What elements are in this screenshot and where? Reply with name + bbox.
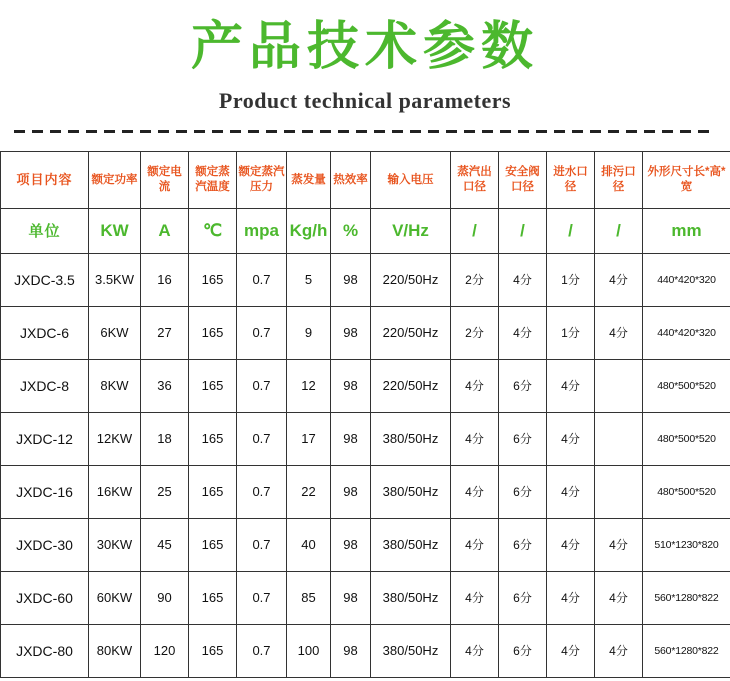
- cell-power: 16KW: [89, 465, 141, 518]
- table-row: [1, 518, 730, 571]
- cell-evaporation: 40: [287, 518, 331, 571]
- cell-water-inlet: 4分: [547, 465, 595, 518]
- header-cell-water-inlet: 进水口径: [547, 151, 595, 208]
- cell-efficiency: 98: [331, 518, 371, 571]
- cell-current: 36: [141, 359, 189, 412]
- cell-drain-outlet: 4分: [595, 624, 643, 677]
- cell-model: JXDC-12: [1, 412, 89, 465]
- cell-dimensions: 440*420*320: [643, 253, 730, 306]
- cell-temp: 165: [189, 571, 237, 624]
- cell-current: 90: [141, 571, 189, 624]
- cell-safety-valve: 4分: [499, 306, 547, 359]
- header-cell-drain-outlet: 排污口径: [595, 151, 643, 208]
- unit-cell-safety-valve: /: [499, 208, 547, 253]
- cell-drain-outlet: 4分: [595, 518, 643, 571]
- unit-cell-dimensions: mm: [643, 208, 730, 253]
- cell-current: 27: [141, 306, 189, 359]
- header-cell-steam-pressure: 额定蒸汽压力: [237, 151, 287, 208]
- cell-safety-valve: 6分: [499, 412, 547, 465]
- cell-efficiency: 98: [331, 359, 371, 412]
- cell-evaporation: 12: [287, 359, 331, 412]
- cell-steam-outlet: 2分: [451, 306, 499, 359]
- cell-pressure: 0.7: [237, 571, 287, 624]
- unit-cell-pressure: mpa: [237, 208, 287, 253]
- unit-cell-evaporation: Kg/h: [287, 208, 331, 253]
- unit-cell-current: A: [141, 208, 189, 253]
- header-cell-item: 项目内容: [1, 151, 89, 208]
- cell-voltage: 220/50Hz: [371, 253, 451, 306]
- cell-steam-outlet: 4分: [451, 359, 499, 412]
- cell-water-inlet: 1分: [547, 306, 595, 359]
- cell-power: 60KW: [89, 571, 141, 624]
- cell-efficiency: 98: [331, 465, 371, 518]
- table-header-row-names: [1, 151, 730, 208]
- cell-voltage: 220/50Hz: [371, 359, 451, 412]
- table-header-row-units: [1, 208, 730, 253]
- cell-evaporation: 22: [287, 465, 331, 518]
- cell-current: 25: [141, 465, 189, 518]
- cell-dimensions: 440*420*320: [643, 306, 730, 359]
- cell-pressure: 0.7: [237, 253, 287, 306]
- cell-steam-outlet: 4分: [451, 412, 499, 465]
- cell-voltage: 380/50Hz: [371, 518, 451, 571]
- header-cell-input-voltage: 输入电压: [371, 151, 451, 208]
- table-row: [1, 253, 730, 306]
- cell-steam-outlet: 4分: [451, 571, 499, 624]
- cell-steam-outlet: 4分: [451, 518, 499, 571]
- cell-model: JXDC-8: [1, 359, 89, 412]
- table-row: [1, 412, 730, 465]
- cell-pressure: 0.7: [237, 624, 287, 677]
- page-title-en: Product technical parameters: [218, 87, 512, 113]
- unit-cell-water-inlet: /: [547, 208, 595, 253]
- header-cell-rated-current: 额定电流: [141, 151, 189, 208]
- unit-cell-efficiency: %: [331, 208, 371, 253]
- cell-model: JXDC-16: [1, 465, 89, 518]
- cell-temp: 165: [189, 306, 237, 359]
- cell-evaporation: 100: [287, 624, 331, 677]
- cell-temp: 165: [189, 412, 237, 465]
- cell-water-inlet: 4分: [547, 359, 595, 412]
- cell-pressure: 0.7: [237, 359, 287, 412]
- header-cell-dimensions: 外形尺寸长*高*宽: [643, 151, 730, 208]
- cell-safety-valve: 6分: [499, 518, 547, 571]
- header-cell-steam-outlet: 蒸汽出口径: [451, 151, 499, 208]
- cell-power: 8KW: [89, 359, 141, 412]
- cell-dimensions: 510*1230*820: [643, 518, 730, 571]
- cell-current: 120: [141, 624, 189, 677]
- cell-voltage: 380/50Hz: [371, 465, 451, 518]
- cell-model: JXDC-30: [1, 518, 89, 571]
- cell-evaporation: 85: [287, 571, 331, 624]
- table-row: [1, 306, 730, 359]
- cell-temp: 165: [189, 253, 237, 306]
- page-title-cn: 产品技术参数: [190, 18, 539, 76]
- table-row: [1, 359, 730, 412]
- cell-drain-outlet: [595, 412, 643, 465]
- cell-current: 18: [141, 412, 189, 465]
- cell-efficiency: 98: [331, 624, 371, 677]
- cell-pressure: 0.7: [237, 465, 287, 518]
- cell-evaporation: 17: [287, 412, 331, 465]
- cell-steam-outlet: 2分: [451, 253, 499, 306]
- cell-voltage: 380/50Hz: [371, 624, 451, 677]
- cell-efficiency: 98: [331, 306, 371, 359]
- header-cell-evaporation: 蒸发量: [287, 151, 331, 208]
- cell-voltage: 220/50Hz: [371, 306, 451, 359]
- dashed-divider: [14, 130, 716, 133]
- table-row: [1, 624, 730, 677]
- cell-dimensions: 480*500*520: [643, 359, 730, 412]
- cell-model: JXDC-60: [1, 571, 89, 624]
- unit-cell-voltage: V/Hz: [371, 208, 451, 253]
- cell-efficiency: 98: [331, 412, 371, 465]
- cell-temp: 165: [189, 518, 237, 571]
- cell-drain-outlet: [595, 359, 643, 412]
- cell-safety-valve: 6分: [499, 359, 547, 412]
- cell-safety-valve: 6分: [499, 624, 547, 677]
- cell-current: 16: [141, 253, 189, 306]
- cell-power: 6KW: [89, 306, 141, 359]
- cell-drain-outlet: 4分: [595, 253, 643, 306]
- header-cell-efficiency: 热效率: [331, 151, 371, 208]
- cell-pressure: 0.7: [237, 518, 287, 571]
- cell-dimensions: 560*1280*822: [643, 624, 730, 677]
- spec-table: [0, 151, 730, 678]
- cell-current: 45: [141, 518, 189, 571]
- cell-steam-outlet: 4分: [451, 465, 499, 518]
- cell-efficiency: 98: [331, 571, 371, 624]
- cell-voltage: 380/50Hz: [371, 571, 451, 624]
- cell-safety-valve: 6分: [499, 571, 547, 624]
- header-cell-steam-temp: 额定蒸汽温度: [189, 151, 237, 208]
- cell-pressure: 0.7: [237, 306, 287, 359]
- cell-temp: 165: [189, 465, 237, 518]
- cell-power: 3.5KW: [89, 253, 141, 306]
- unit-cell-drain-outlet: /: [595, 208, 643, 253]
- cell-power: 80KW: [89, 624, 141, 677]
- unit-cell-temp: ℃: [189, 208, 237, 253]
- cell-drain-outlet: [595, 465, 643, 518]
- cell-steam-outlet: 4分: [451, 624, 499, 677]
- cell-evaporation: 9: [287, 306, 331, 359]
- cell-safety-valve: 6分: [499, 465, 547, 518]
- table-row: [1, 465, 730, 518]
- cell-evaporation: 5: [287, 253, 331, 306]
- header-cell-safety-valve: 安全阀口径: [499, 151, 547, 208]
- unit-cell-power: KW: [89, 208, 141, 253]
- cell-water-inlet: 4分: [547, 518, 595, 571]
- cell-water-inlet: 4分: [547, 571, 595, 624]
- cell-dimensions: 560*1280*822: [643, 571, 730, 624]
- cell-safety-valve: 4分: [499, 253, 547, 306]
- cell-pressure: 0.7: [237, 412, 287, 465]
- unit-cell-label: 单位: [1, 208, 89, 253]
- cell-model: JXDC-80: [1, 624, 89, 677]
- cell-power: 30KW: [89, 518, 141, 571]
- cell-model: JXDC-6: [1, 306, 89, 359]
- cell-water-inlet: 4分: [547, 412, 595, 465]
- cell-model: JXDC-3.5: [1, 253, 89, 306]
- cell-drain-outlet: 4分: [595, 571, 643, 624]
- table-row: [1, 571, 730, 624]
- cell-power: 12KW: [89, 412, 141, 465]
- cell-water-inlet: 4分: [547, 624, 595, 677]
- header-cell-rated-power: 额定功率: [89, 151, 141, 208]
- cell-dimensions: 480*500*520: [643, 412, 730, 465]
- cell-voltage: 380/50Hz: [371, 412, 451, 465]
- cell-temp: 165: [189, 359, 237, 412]
- cell-water-inlet: 1分: [547, 253, 595, 306]
- cell-drain-outlet: 4分: [595, 306, 643, 359]
- cell-temp: 165: [189, 624, 237, 677]
- unit-cell-steam-outlet: /: [451, 208, 499, 253]
- cell-dimensions: 480*500*520: [643, 465, 730, 518]
- cell-efficiency: 98: [331, 253, 371, 306]
